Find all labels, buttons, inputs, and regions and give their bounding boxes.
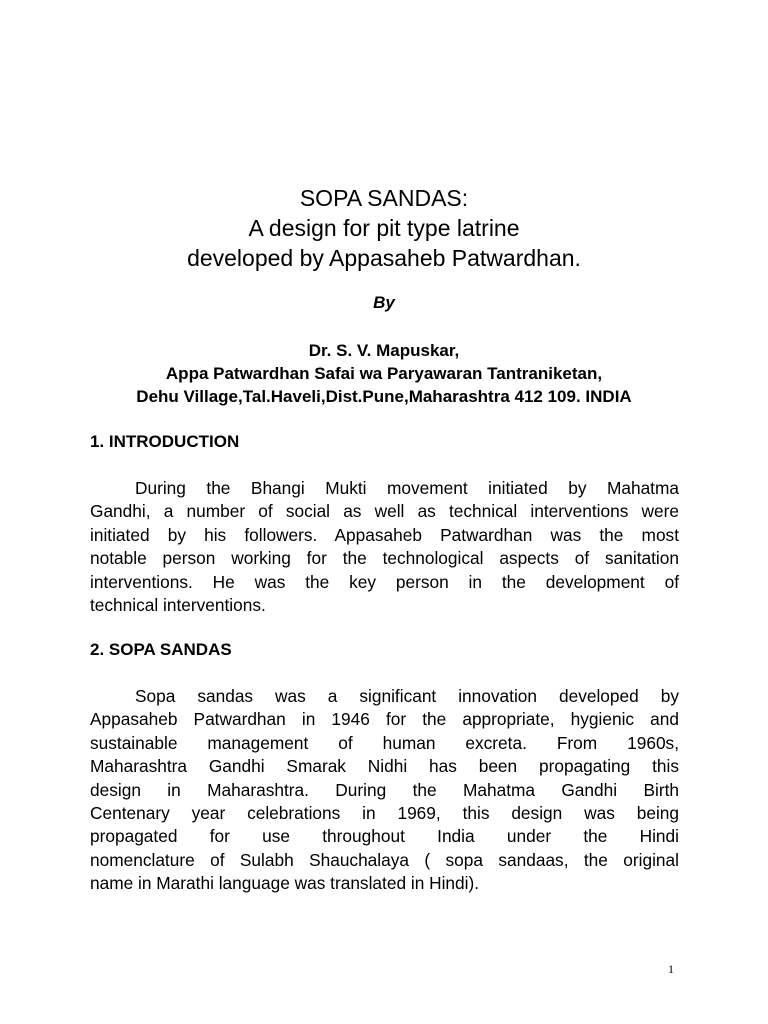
paragraph-line: interventions. He was the key person in the development of xyxy=(90,571,679,592)
author-name: Dr. S. V. Mapuskar, xyxy=(308,341,460,360)
paragraph-line: name in Marathi language was translated in Hindi). xyxy=(90,873,480,894)
title-line-3: developed by Appasaheb Patwardhan. xyxy=(187,245,581,271)
page-number: 1 xyxy=(668,962,674,976)
author-institution: Appa Patwardhan Safai wa Paryawaran Tantraniketan, xyxy=(165,364,603,383)
paragraph-line: nomenclature of Sulabh Shauchalaya ( sopa sandaas, the original xyxy=(90,849,679,870)
paragraph-line: propagated for use throughout India under the Hindi xyxy=(90,826,679,847)
title-line-1: SOPA SANDAS: xyxy=(299,185,469,211)
paragraph-line: sustainable management of human excreta. From 1960s, xyxy=(90,732,679,753)
byline: By xyxy=(373,293,395,312)
paragraph-line: initiated by his followers. Appasaheb Patwardhan was the most xyxy=(90,524,679,545)
author-block xyxy=(0,339,768,408)
title-line-2: A design for pit type latrine xyxy=(248,215,520,241)
section-heading-introduction: 1. INTRODUCTION xyxy=(90,432,240,451)
paragraph-line: Gandhi, a number of social as well as technical interventions were xyxy=(90,501,679,522)
paragraph-line: During the Bhangi Mukti movement initiated by Mahatma xyxy=(135,478,679,498)
paragraph-sopa-sandas xyxy=(90,685,679,896)
document-title xyxy=(0,183,768,273)
paragraph-line: Maharashtra Gandhi Smarak Nidhi has been propagating this xyxy=(90,756,679,777)
author-address: Dehu Village,Tal.Haveli,Dist.Pune,Maharashtra 412 109. INDIA xyxy=(136,387,632,406)
paragraph-line: Sopa sandas was a significant innovation developed by xyxy=(135,686,679,706)
paragraph-line: design in Maharashtra. During the Mahatma Gandhi Birth xyxy=(90,779,679,800)
paragraph-line: notable person working for the technological aspects of sanitation xyxy=(90,548,679,569)
paragraph-line: Centenary year celebrations in 1969, this design was being xyxy=(90,802,679,823)
paragraph-introduction xyxy=(90,477,679,617)
paragraph-line: technical interventions. xyxy=(90,594,266,615)
paragraph-line: Appasaheb Patwardhan in 1946 for the appropriate, hygienic and xyxy=(90,709,679,730)
section-heading-sopa-sandas: 2. SOPA SANDAS xyxy=(90,640,232,659)
